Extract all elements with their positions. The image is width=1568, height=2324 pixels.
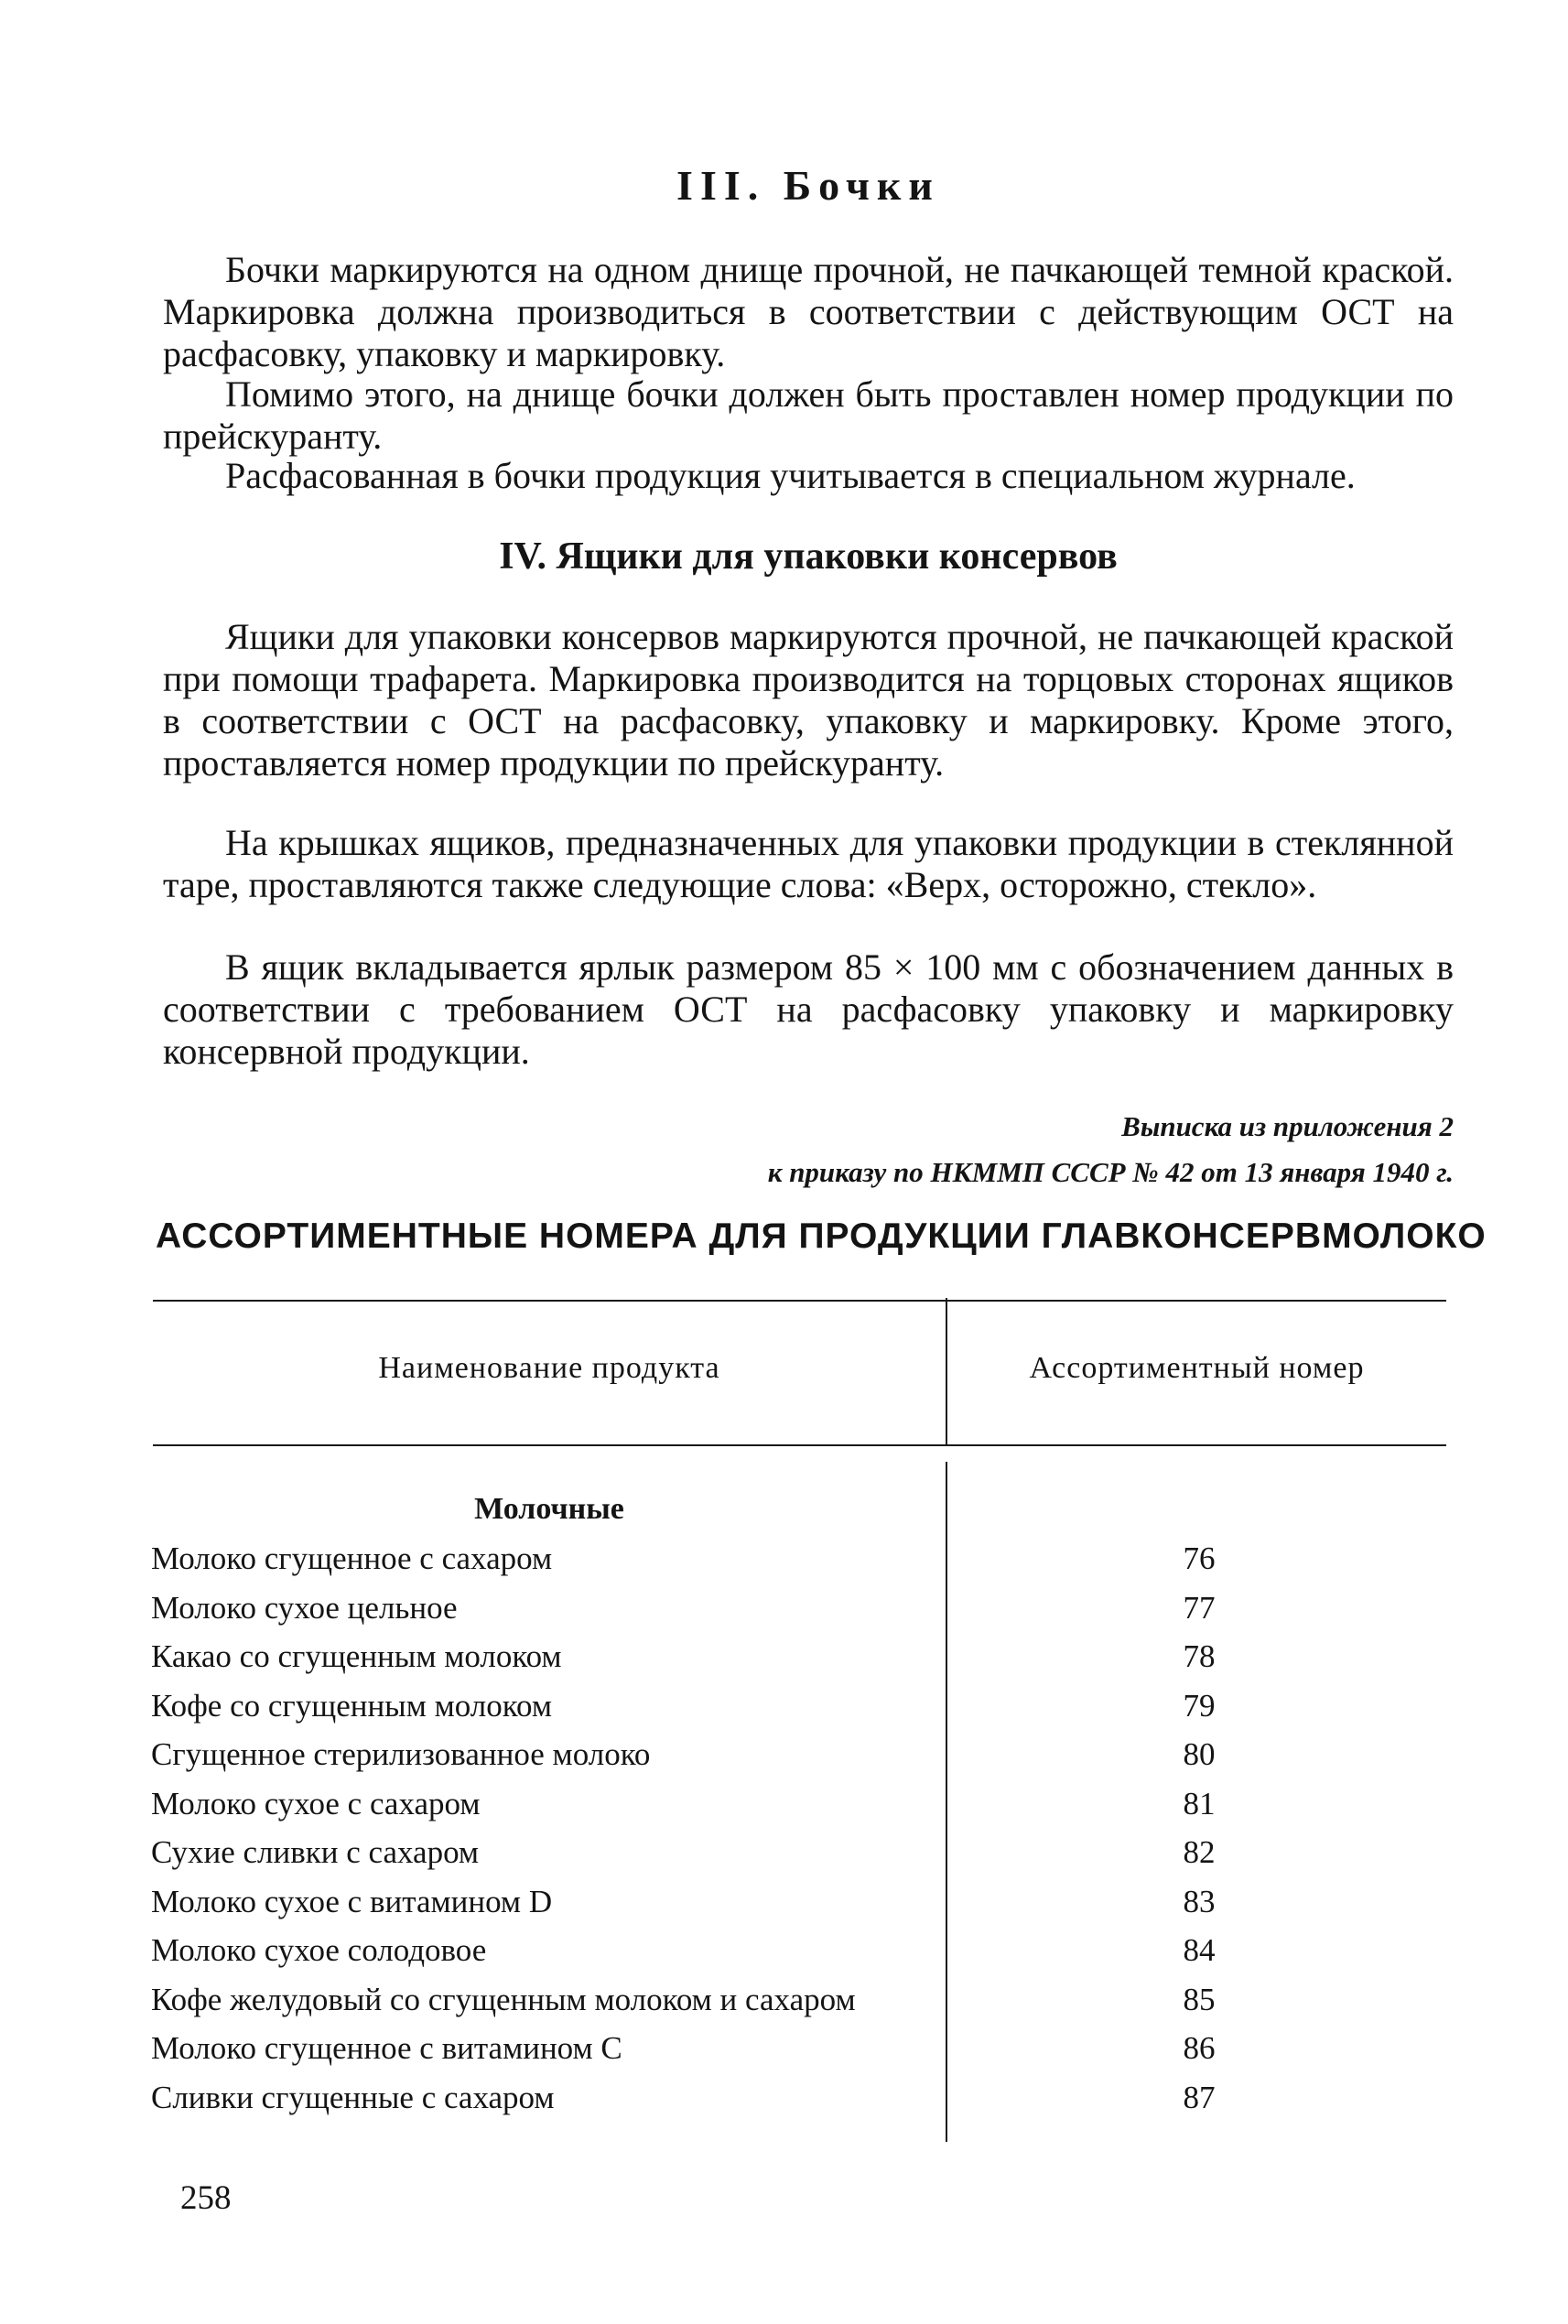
table-header-rule: [153, 1444, 1446, 1446]
paragraph: В ящик вкладывается ярлык размером 85 × 100 мм с обозначением данных в соответствии с требованием ОСТ на расфасовку упаковку и маркировку консервной продукции.: [163, 946, 1454, 1072]
paragraph: Расфасованная в бочки продукция учитывается в специальном журнале.: [225, 455, 1356, 496]
column-header-product-name: Наименование продукта: [378, 1351, 720, 1385]
section-heading-barrels: III. Бочки: [676, 162, 940, 209]
table-row-product-name: Сгущенное стерилизованное молоко: [151, 1736, 651, 1772]
table-row-assortment-number: 79: [1183, 1688, 1216, 1724]
table-row-assortment-number: 85: [1183, 1982, 1216, 2017]
table-row-product-name: Молоко сухое с витамином D: [151, 1884, 553, 1919]
column-header-assortment-number: Ассортиментный номер: [1029, 1351, 1365, 1385]
table-row-product-name: Кофе желудовый со сгущенным молоком и сахаром: [151, 1982, 856, 2017]
excerpt-note-line: к приказу по НКММП СССР № 42 от 13 января 1940 г.: [767, 1156, 1454, 1188]
table-row-product-name: Сухие сливки с сахаром: [151, 1834, 480, 1870]
table-title: АССОРТИМЕНТНЫЕ НОМЕРА ДЛЯ ПРОДУКЦИИ ГЛАВКОНСЕРВМОЛОКО: [156, 1216, 1487, 1256]
table-row-product-name: Какао со сгущенным молоком: [151, 1638, 562, 1674]
table-row-assortment-number: 83: [1183, 1884, 1216, 1919]
table-row-product-name: Сливки сгущенные с сахаром: [151, 2080, 555, 2115]
table-row-assortment-number: 84: [1183, 1932, 1216, 1968]
table-row-assortment-number: 87: [1183, 2080, 1216, 2115]
table-group-label: Молочные: [474, 1492, 624, 1526]
table-row-product-name: Молоко сухое цельное: [151, 1590, 458, 1626]
table-row-product-name: Молоко сгущенное с сахаром: [151, 1540, 553, 1576]
table-row-assortment-number: 78: [1183, 1638, 1216, 1674]
page-number: 258: [180, 2179, 232, 2217]
table-row-product-name: Молоко сгущенное с витамином С: [151, 2030, 622, 2066]
table-row-product-name: Молоко сухое солодовое: [151, 1932, 487, 1968]
paragraph: Ящики для упаковки консервов маркируются прочной, не пачкающей краской при помощи трафарета. Маркировка производится на торцовых сторонах ящиков в соответствии с ОСТ на расфасовку, упаковку и маркировку. Кроме этого, проставляется номер продукции по прейскуранту.: [163, 616, 1454, 784]
table-row-assortment-number: 76: [1183, 1540, 1216, 1576]
excerpt-note-line: Выписка из приложения 2: [1121, 1110, 1454, 1142]
paragraph: Помимо этого, на днище бочки должен быть проставлен номер продукции по прейскуранту.: [163, 373, 1454, 457]
table-row-assortment-number: 86: [1183, 2030, 1216, 2066]
table-row-assortment-number: 81: [1183, 1786, 1216, 1821]
section-heading-boxes: IV. Ящики для упаковки консервов: [499, 535, 1118, 578]
paragraph: Бочки маркируются на одном днище прочной, не пачкающей темной краской. Маркировка должна производиться в соответствии с действующим ОСТ на расфасовку, упаковку и маркировку.: [163, 249, 1454, 374]
table-row-assortment-number: 82: [1183, 1834, 1216, 1870]
table-row-product-name: Кофе со сгущенным молоком: [151, 1688, 552, 1724]
table-top-rule: [153, 1300, 1446, 1302]
table-row-assortment-number: 80: [1183, 1736, 1216, 1772]
paragraph: На крышках ящиков, предназначенных для упаковки продукции в стеклянной таре, проставляются также следующие слова: «Верх, осторожно, стекло».: [163, 822, 1454, 905]
table-row-product-name: Молоко сухое с сахаром: [151, 1786, 481, 1821]
table-row-assortment-number: 77: [1183, 1590, 1216, 1626]
